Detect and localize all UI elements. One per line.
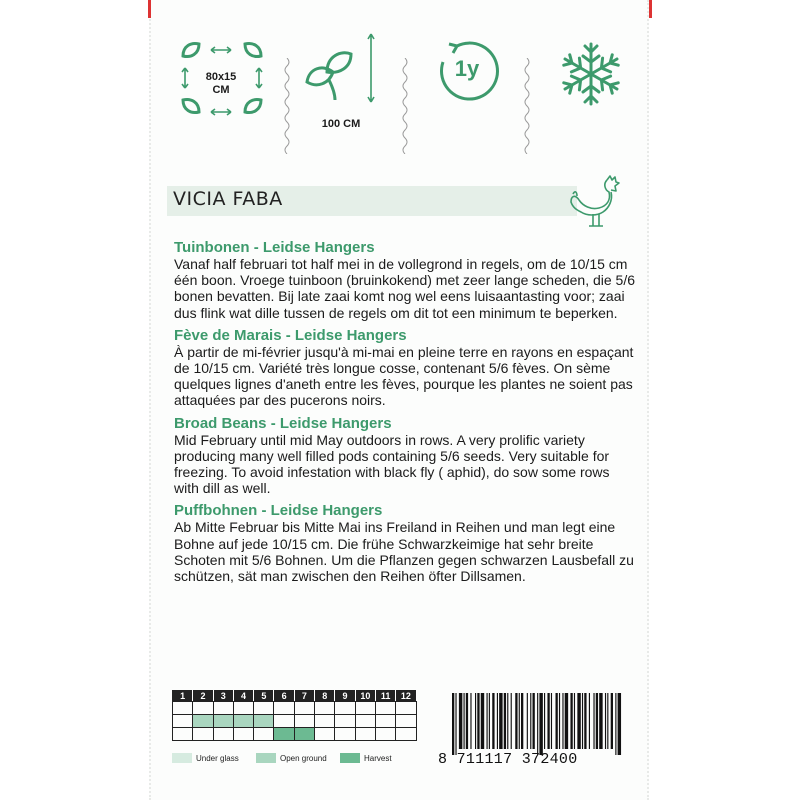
calendar-cell [375, 702, 395, 715]
section-body: Vanaf half februari tot half mei in de vollegrond in regels, om de 10/15 cm één boon. Vroege tuinboon (bruinkokend) met zeer lange scheden, die 5/6 bonen bevatten. Bij late zaai komt nog wel eens luisaantasting voor; zaai dus flink wat dille tussen de regels om dit tot een minimum te beperken. [174, 256, 636, 321]
calendar-cell [233, 728, 253, 741]
description-sections [174, 239, 636, 590]
barcode-bar [533, 693, 535, 749]
barcode-bar [574, 693, 575, 749]
calendar-cell [396, 702, 416, 715]
barcode-bars [452, 693, 622, 755]
barcode-bar [511, 693, 512, 749]
seed-packet-back [149, 0, 649, 800]
divider-wavy [523, 58, 531, 154]
plant-height-icon [301, 28, 391, 128]
section-title: Puffbohnen - Leidse Hangers [174, 502, 383, 520]
barcode-bar [464, 693, 465, 749]
barcode-bar [530, 693, 531, 749]
legend-open-ground [256, 753, 327, 763]
spacing-value: 80x15 [205, 71, 237, 83]
barcode-bar [547, 693, 549, 749]
calendar-month-2: 2 [193, 691, 213, 702]
barcode-bar [582, 693, 583, 749]
barcode-bar [537, 693, 538, 755]
divider-wavy [283, 58, 291, 154]
calendar-month-6: 6 [274, 691, 294, 702]
barcode-bar [452, 693, 454, 755]
barcode-bar [507, 693, 508, 749]
calendar-cell [315, 728, 335, 741]
calendar-row-under-glass [173, 702, 417, 715]
barcode-bar [470, 693, 471, 749]
legend-under-glass [172, 753, 239, 763]
calendar-cell [294, 702, 314, 715]
annual-cycle-icon [427, 32, 507, 112]
barcode-bar [497, 693, 498, 749]
barcode-bar [559, 693, 560, 749]
calendar-month-1: 1 [173, 691, 193, 702]
legend-harvest [340, 753, 392, 763]
calendar-cell [173, 715, 193, 728]
calendar-cell [315, 715, 335, 728]
calendar-cell [396, 715, 416, 728]
calendar-cell [355, 715, 375, 728]
barcode-bar [515, 693, 517, 749]
calendar-cell [274, 702, 294, 715]
calendar-cell [254, 728, 274, 741]
divider-wavy [401, 58, 409, 154]
calendar-cell [335, 728, 355, 741]
barcode-bar [492, 693, 494, 749]
legend-label: Harvest [364, 753, 392, 763]
barcode-bar [577, 693, 580, 749]
calendar-cell [193, 715, 213, 728]
calendar-cell [254, 702, 274, 715]
calendar-cell [233, 715, 253, 728]
calendar-cell [355, 702, 375, 715]
barcode-bar [475, 693, 476, 749]
section-body: Mid February until mid May outdoors in rows. A very prolific variety producing many well filled pods containing 5/6 seeds. Very suitable for freezing. To avoid infestation with black fly ( aphid), do sow some rows with dill as well. [174, 431, 610, 497]
calendar-cell [315, 702, 335, 715]
spacing-unit: CM [212, 84, 230, 96]
calendar-row-harvest [173, 728, 417, 741]
growing-info-icons [151, 28, 651, 148]
barcode-bar [459, 693, 462, 749]
calendar-cell [294, 728, 314, 741]
barcode-bar [521, 693, 523, 749]
legend-label: Open ground [280, 753, 327, 763]
barcode-bar [605, 693, 606, 749]
section-german [174, 502, 636, 584]
sowing-calendar [172, 690, 417, 763]
calendar-cell [213, 728, 233, 741]
cycle-value: 1y [454, 56, 480, 81]
legend-swatch [256, 753, 276, 763]
barcode-bar [466, 693, 468, 749]
barcode-bar [565, 693, 568, 749]
calendar-cell [233, 702, 253, 715]
calendar-cell [274, 715, 294, 728]
barcode-bar [477, 693, 479, 749]
barcode [434, 693, 624, 775]
barcode-bar [584, 693, 586, 749]
barcode-digits: 8 711117 372400 [438, 751, 578, 768]
calendar-cell [213, 702, 233, 715]
height-value: 100 CM [321, 118, 361, 130]
barcode-bar [544, 693, 545, 749]
barcode-bar [593, 693, 594, 749]
barcode-bar [570, 693, 572, 749]
rooster-icon [569, 172, 627, 232]
calendar-month-8: 8 [315, 691, 335, 702]
calendar-month-4: 4 [233, 691, 253, 702]
section-title: Fève de Marais - Leidse Hangers [174, 326, 407, 344]
section-french [174, 327, 636, 409]
calendar-month-header [173, 691, 417, 702]
legend-swatch [172, 753, 192, 763]
section-dutch [174, 239, 636, 321]
calendar-cell [193, 728, 213, 741]
barcode-bar [607, 693, 608, 749]
calendar-cell [396, 728, 416, 741]
legend-swatch [340, 753, 360, 763]
calendar-month-3: 3 [213, 691, 233, 702]
calendar-grid [172, 690, 417, 741]
barcode-bar [599, 693, 602, 749]
calendar-month-7: 7 [294, 691, 314, 702]
barcode-bar [556, 693, 558, 749]
calendar-month-11: 11 [375, 691, 395, 702]
barcode-bar [539, 693, 542, 755]
calendar-cell [375, 728, 395, 741]
barcode-bar [562, 693, 563, 749]
calendar-cell [173, 728, 193, 741]
calendar-cell [193, 702, 213, 715]
calendar-cell [355, 728, 375, 741]
barcode-bar [611, 693, 613, 749]
snowflake-icon [555, 38, 627, 110]
barcode-bar [551, 693, 552, 749]
calendar-cell [213, 715, 233, 728]
section-body: Ab Mitte Februar bis Mitte Mai ins Freiland in Reihen und man legt eine Bohne auf jede 10/15 cm. Die frühe Schwarzkeimige hat sehr breite Schoten mit 5/6 Bohnen. Um die Pflanzen gegen schwarzen Lausbefall zu schützen, sät man zwischen den Reihen öfter Dillsamen. [174, 519, 634, 585]
calendar-month-5: 5 [254, 691, 274, 702]
legend-label: Under glass [196, 753, 239, 763]
barcode-bar [615, 693, 616, 755]
barcode-bar [504, 693, 506, 749]
calendar-cell [375, 715, 395, 728]
spacing-arrows-leaves-icon [175, 28, 267, 128]
barcode-bar [487, 693, 488, 749]
barcode-bar [519, 693, 520, 749]
barcode-bar [527, 693, 528, 749]
calendar-month-10: 10 [355, 691, 375, 702]
section-title: Broad Beans - Leidse Hangers [174, 414, 392, 432]
barcode-bar [455, 693, 456, 755]
barcode-bar [481, 693, 484, 749]
packet-edge-mark [649, 0, 652, 18]
calendar-legend [172, 753, 442, 765]
section-title: Tuinbonen - Leidse Hangers [174, 239, 375, 256]
section-body: À partir de mi-février jusqu'à mi-mai en pleine terre en rayons en espaçant de 10/15 cm. Variété très longue cosse, contenant 5/6 fèves. On sème quelques lignes d'aneth entre les fèves, pourque les plantes ne soient pas attaquées par des pucerons noirs. [174, 343, 634, 409]
barcode-bar [618, 693, 621, 755]
section-english [174, 415, 636, 497]
barcode-bar [489, 693, 490, 749]
latin-name: VICIA FABA [173, 188, 283, 210]
calendar-month-12: 12 [396, 691, 416, 702]
barcode-bar [499, 693, 502, 749]
barcode-bar [596, 693, 598, 749]
packet-edge-mark [148, 0, 151, 18]
calendar-cell [335, 702, 355, 715]
calendar-cell [173, 702, 193, 715]
calendar-cell [335, 715, 355, 728]
calendar-cell [254, 715, 274, 728]
barcode-bar [589, 693, 590, 749]
calendar-cell [294, 715, 314, 728]
calendar-month-9: 9 [335, 691, 355, 702]
calendar-cell [274, 728, 294, 741]
calendar-row-open-ground [173, 715, 417, 728]
